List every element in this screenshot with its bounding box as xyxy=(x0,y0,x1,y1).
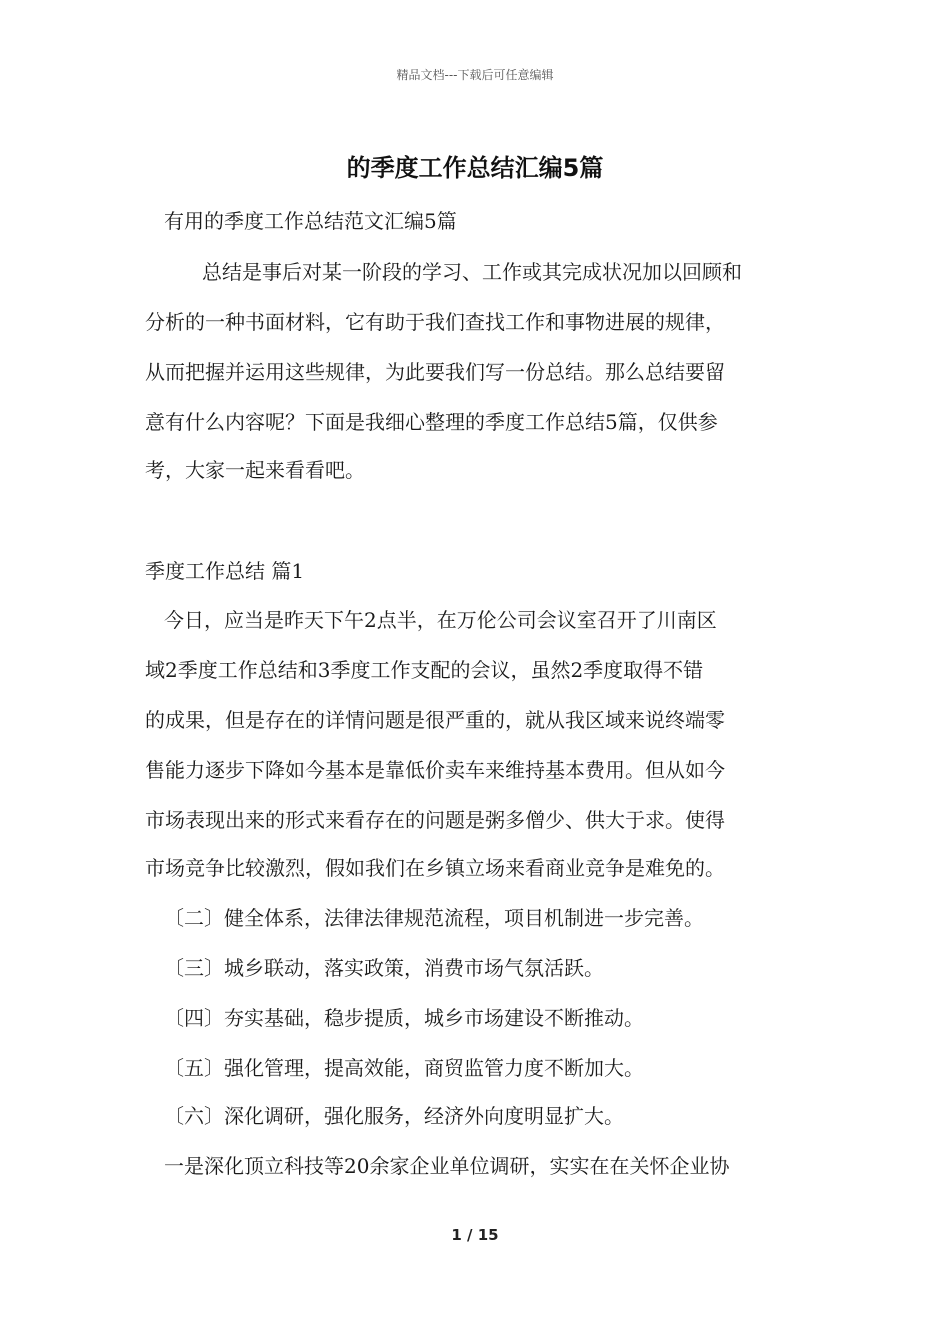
list-item: 〔四〕夯实基础，稳步提质，城乡市场建设不断推动。 xyxy=(164,1006,644,1030)
intro-paragraph-line: 分析的一种书面材料，它有助于我们查找工作和事物进展的规律， xyxy=(145,310,725,334)
intro-paragraph-line: 考，大家一起来看看吧。 xyxy=(145,458,365,482)
subtitle-line: 有用的季度工作总结范文汇编5篇 xyxy=(164,209,457,233)
body-paragraph-line: 市场表现出来的形式来看存在的问题是粥多僧少、供大于求。使得 xyxy=(145,808,725,832)
body-paragraph-line: 今日，应当是昨天下午2点半，在万伦公司会议室召开了川南区 xyxy=(164,608,717,632)
body-paragraph-line: 的成果，但是存在的详情问题是很严重的，就从我区域来说终端零 xyxy=(145,708,725,732)
list-item: 〔三〕城乡联动，落实政策，消费市场气氛活跃。 xyxy=(164,956,604,980)
intro-paragraph-line: 意有什么内容呢？下面是我细心整理的季度工作总结5篇，仅供参 xyxy=(145,410,718,434)
body-paragraph-line: 域2季度工作总结和3季度工作支配的会议，虽然2季度取得不错 xyxy=(145,658,704,682)
body-paragraph-line: 市场竞争比较激烈，假如我们在乡镇立场来看商业竞争是难免的。 xyxy=(145,856,725,880)
body-paragraph-line: 售能力逐步下降如今基本是靠低价卖车来维持基本费用。但从如今 xyxy=(145,758,725,782)
document-title: 的季度工作总结汇编5篇 xyxy=(346,154,604,182)
list-item: 〔二〕健全体系，法律法律规范流程，项目机制进一步完善。 xyxy=(164,906,704,930)
intro-paragraph-line: 从而把握并运用这些规律，为此要我们写一份总结。那么总结要留 xyxy=(145,360,725,384)
list-item: 〔五〕强化管理，提高效能，商贸监管力度不断加大。 xyxy=(164,1056,644,1080)
list-item: 〔六〕深化调研，强化服务，经济外向度明显扩大。 xyxy=(164,1104,624,1128)
intro-paragraph-line: 总结是事后对某一阶段的学习、工作或其完成状况加以回顾和 xyxy=(202,260,742,284)
body-paragraph-line: 一是深化顶立科技等20余家企业单位调研，实实在在关怀企业协 xyxy=(164,1154,730,1178)
section-heading: 季度工作总结 篇1 xyxy=(145,559,305,583)
page-header: 精品文档---下载后可任意编辑 xyxy=(396,68,554,82)
page-number: 1 / 15 xyxy=(451,1226,499,1244)
